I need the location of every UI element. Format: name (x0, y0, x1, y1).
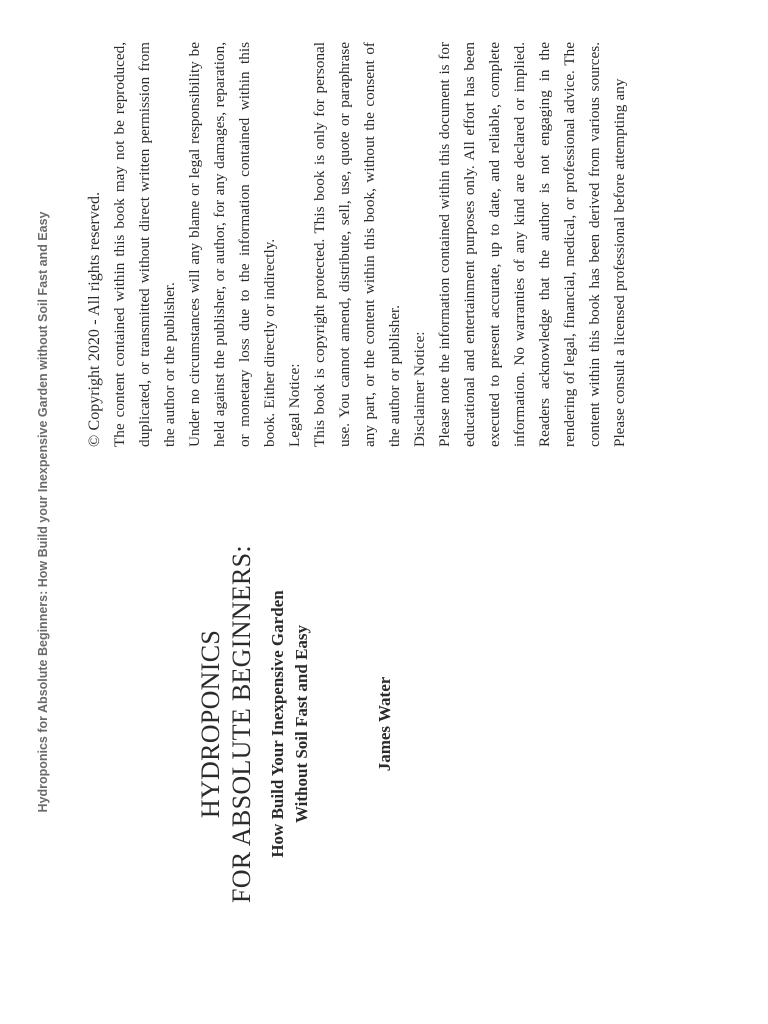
book-title-line1: HYDROPONICS (196, 629, 225, 819)
copyright-page-text (82, 42, 632, 447)
book-subtitle (266, 464, 314, 984)
book-title-line2: FOR ABSOLUTE BEGINNERS: (227, 545, 256, 903)
book-subtitle-line2: Without Soil Fast and Easy (292, 624, 311, 824)
title-block (196, 464, 314, 984)
legal-notice-heading: Legal Notice: (286, 363, 303, 447)
disclaimer-notice-heading: Disclaimer Notice: (411, 331, 428, 447)
legal-notice-text: This book is copyright protected. This book is only for personal use. You cannot amend, distribute, sell, use, quote or paraphrase any part, or the content within this book, without the consent of the author or publisher. (311, 42, 403, 447)
copyright-line: © Copyright 2020 - All rights reserved. (86, 192, 103, 447)
running-header: Hydroponics for Absolute Beginners: How Build your Inexpensive Garden without Soil Fast and Easy (36, 211, 50, 813)
paragraph-liability: Under no circumstances will any blame or legal responsibility be held against the publisher, or author, for any damages, reparation, or monetary loss due to the information contained within this book. Either directly or indirectly. (186, 42, 278, 447)
paragraph-reproduction: The content contained within this book may not be reproduced, duplicated, or transmitted without direct written permission from the author or the publisher. (111, 42, 178, 447)
disclaimer-notice-text: Please note the information contained within this document is for educational and entertainment purposes only. All effort has been executed to present accurate, up to date, and reliable, complete information. No warranties of any kind are declared or implied. Readers acknowledge that the author is not engaging in the rendering of legal, financial, medical, or professional advice. The content within this book has been derived from various sources. Please consult a licensed professional before attempting any (436, 42, 628, 447)
book-subtitle-line1: How Build Your Inexpensive Garden (268, 590, 287, 858)
author-name: James Water (375, 676, 394, 772)
